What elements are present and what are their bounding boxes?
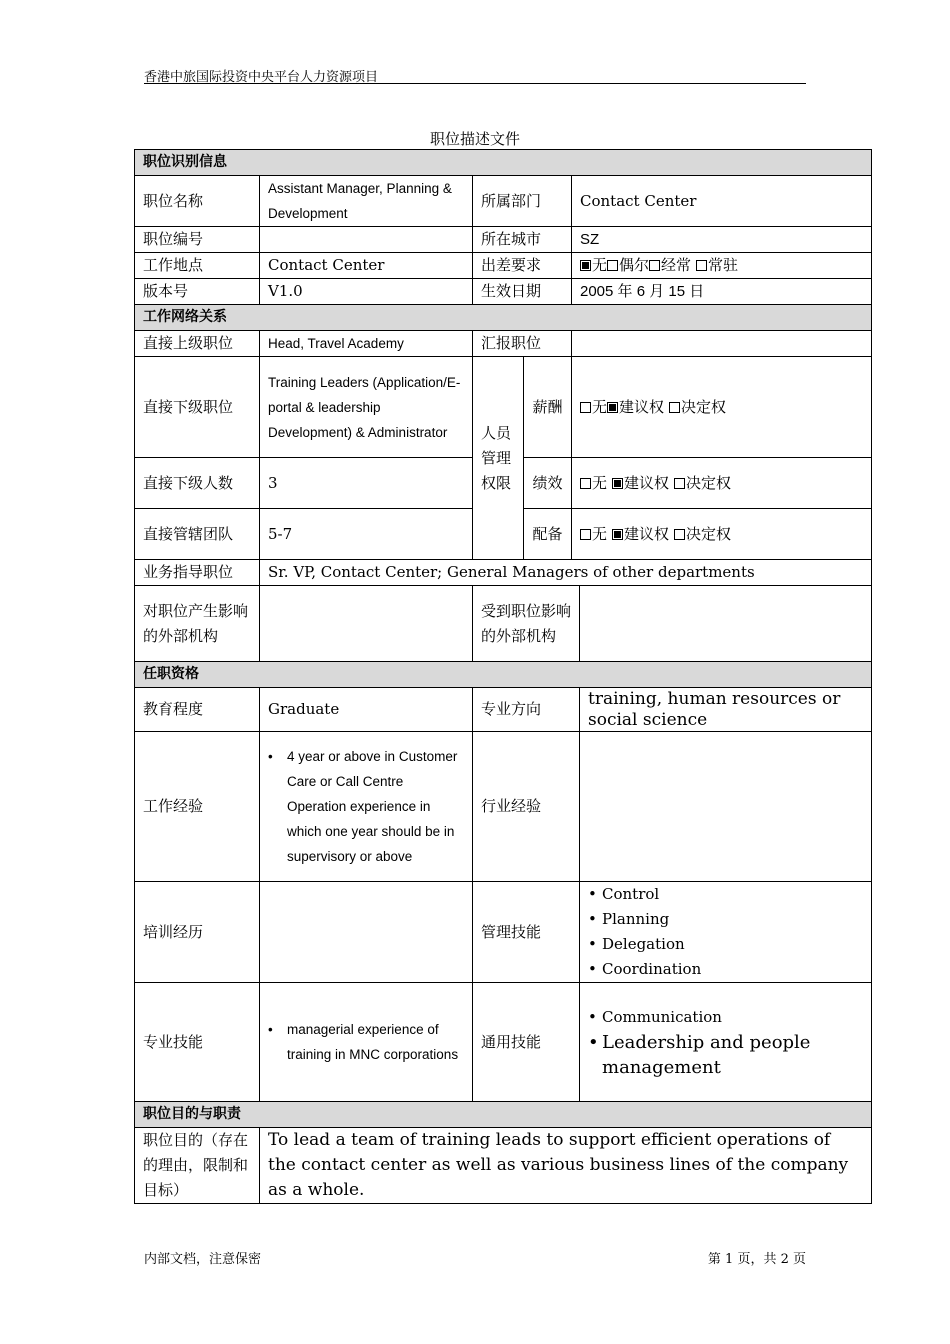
industry-value — [580, 732, 872, 882]
document-title: 职位描述文件 — [429, 130, 520, 148]
footer-confidential: 内部文档，注意保密 — [144, 1252, 262, 1267]
checkbox-option[interactable] — [580, 256, 607, 274]
checkbox-option[interactable] — [649, 256, 691, 274]
performance-label: 绩效 — [524, 458, 572, 509]
superior-label: 直接上级职位 — [135, 331, 260, 357]
unchecked-box-icon[interactable] — [580, 529, 591, 540]
mgmt-skills-label: 管理技能 — [473, 882, 580, 983]
mgmt-authority-label: 人员管理权限 — [473, 357, 524, 560]
version-value: V1.0 — [260, 279, 473, 305]
checkbox-label: 无 — [592, 473, 608, 492]
running-header: 香港中旅国际投资中央平台人力资源项目 — [144, 70, 379, 85]
checkbox-label: 无 — [592, 524, 608, 543]
general-skills-list — [588, 1005, 863, 1080]
checkbox-label: 无 — [592, 256, 608, 274]
checked-box-icon[interactable] — [612, 478, 623, 489]
list-item: • Control — [588, 882, 863, 907]
location-value: Contact Center — [260, 253, 473, 279]
pro-skills-value — [260, 983, 473, 1102]
experience-label: 工作经验 — [135, 732, 260, 882]
team-label: 直接管辖团队 — [135, 509, 260, 560]
checkbox-label: 常驻 — [708, 256, 739, 274]
general-skills-value — [580, 983, 872, 1102]
list-item: • Delegation — [588, 932, 863, 957]
checkbox-label: 经常 — [661, 256, 692, 274]
job-description-table — [134, 149, 872, 1204]
checkbox-option[interactable] — [612, 525, 669, 543]
checkbox-option[interactable] — [580, 474, 607, 492]
section-network: 工作网络关系 — [135, 305, 872, 331]
travel-checkbox-group — [580, 256, 738, 274]
education-value: Graduate — [260, 688, 473, 732]
purpose-text: To lead a team of training leads to support efficient operations of the contact center as well as various business lines of the company as a whole. — [260, 1128, 872, 1204]
staffing-checkbox-group — [580, 525, 731, 543]
checkbox-option[interactable] — [607, 398, 664, 416]
ext-affected-value — [580, 586, 872, 662]
position-name-label: 职位名称 — [135, 176, 260, 227]
version-label: 版本号 — [135, 279, 260, 305]
experience-list — [268, 744, 464, 869]
major-value: training, human resources or social science — [580, 688, 872, 732]
checked-box-icon[interactable] — [580, 260, 591, 271]
section-purpose: 职位目的与职责 — [135, 1102, 872, 1128]
list-item: • Coordination — [588, 957, 863, 982]
subordinate-value: Training Leaders (Application/E-portal & leadership Development) & Administrator — [260, 357, 473, 458]
checkbox-option[interactable] — [696, 256, 738, 274]
major-label: 专业方向 — [473, 688, 580, 732]
performance-authority — [572, 458, 872, 509]
checkbox-label: 决定权 — [686, 524, 732, 543]
position-code-value — [260, 227, 473, 253]
report-value — [572, 331, 872, 357]
unchecked-box-icon[interactable] — [696, 260, 707, 271]
checkbox-option[interactable] — [580, 525, 607, 543]
unchecked-box-icon[interactable] — [580, 478, 591, 489]
checkbox-option[interactable] — [612, 474, 669, 492]
unchecked-box-icon[interactable] — [649, 260, 660, 271]
checkbox-label: 偶尔 — [619, 256, 650, 274]
checked-box-icon[interactable] — [612, 529, 623, 540]
education-label: 教育程度 — [135, 688, 260, 732]
header-rule — [144, 83, 806, 84]
staffing-authority — [572, 509, 872, 560]
unchecked-box-icon[interactable] — [674, 478, 685, 489]
travel-label: 出差要求 — [473, 253, 572, 279]
checkbox-label: 建议权 — [624, 524, 670, 543]
guidance-label: 业务指导职位 — [135, 560, 260, 586]
ext-influence-value — [260, 586, 473, 662]
staffing-label: 配备 — [524, 509, 572, 560]
subordinate-count-value: 3 — [260, 458, 473, 509]
footer-page-number: 第 1 页，共 2 页 — [707, 1252, 806, 1267]
subordinate-count-label: 直接下级人数 — [135, 458, 260, 509]
checkbox-option[interactable] — [607, 256, 649, 274]
effective-date-label: 生效日期 — [473, 279, 572, 305]
performance-checkbox-group — [580, 474, 731, 492]
ext-affected-label: 受到职位影响的外部机构 — [473, 586, 580, 662]
experience-value — [260, 732, 473, 882]
list-item: • Planning — [588, 907, 863, 932]
salary-label: 薪酬 — [524, 357, 572, 458]
unchecked-box-icon[interactable] — [674, 529, 685, 540]
unchecked-box-icon[interactable] — [580, 402, 591, 413]
subordinate-label: 直接下级职位 — [135, 357, 260, 458]
general-skills-label: 通用技能 — [473, 983, 580, 1102]
location-label: 工作地点 — [135, 253, 260, 279]
salary-checkbox-group — [580, 398, 726, 416]
department-label: 所属部门 — [473, 176, 572, 227]
position-name-value: Assistant Manager, Planning & Development — [260, 176, 473, 227]
list-item: • managerial experience of training in MNC corporations — [268, 1017, 464, 1067]
checkbox-label: 决定权 — [681, 397, 727, 416]
city-value: SZ — [572, 227, 872, 253]
ext-influence-label: 对职位产生影响的外部机构 — [135, 586, 260, 662]
checkbox-option[interactable] — [580, 398, 607, 416]
guidance-value: Sr. VP, Contact Center; General Managers of other departments — [260, 560, 872, 586]
checkbox-label: 建议权 — [619, 397, 665, 416]
checkbox-option[interactable] — [674, 474, 731, 492]
salary-authority — [572, 357, 872, 458]
department-value: Contact Center — [572, 176, 872, 227]
industry-label: 行业经验 — [473, 732, 580, 882]
checked-box-icon[interactable] — [607, 402, 618, 413]
training-label: 培训经历 — [135, 882, 260, 983]
checkbox-label: 无 — [592, 397, 608, 416]
city-label: 所在城市 — [473, 227, 572, 253]
list-item: • 4 year or above in Customer Care or Call Centre Operation experience in which one year should be in supervisory or above — [268, 744, 464, 869]
unchecked-box-icon[interactable] — [669, 402, 680, 413]
effective-date-value: 2005 年 6 月 15 日 — [572, 279, 872, 305]
pro-skills-list — [268, 1017, 464, 1067]
pro-skills-label: 专业技能 — [135, 983, 260, 1102]
mgmt-skills-list — [588, 882, 863, 982]
section-identification: 职位识别信息 — [135, 150, 872, 176]
training-value — [260, 882, 473, 983]
list-item: • Leadership and people management — [588, 1030, 863, 1080]
section-qualification: 任职资格 — [135, 662, 872, 688]
checkbox-label: 建议权 — [624, 473, 670, 492]
purpose-label: 职位目的（存在的理由，限制和目标） — [135, 1128, 260, 1204]
list-item: • Communication — [588, 1005, 863, 1030]
travel-options — [572, 253, 872, 279]
report-label: 汇报职位 — [473, 331, 572, 357]
checkbox-option[interactable] — [674, 525, 731, 543]
mgmt-skills-value — [580, 882, 872, 983]
superior-value: Head, Travel Academy — [260, 331, 473, 357]
unchecked-box-icon[interactable] — [607, 260, 618, 271]
checkbox-option[interactable] — [669, 398, 726, 416]
checkbox-label: 决定权 — [686, 473, 732, 492]
position-code-label: 职位编号 — [135, 227, 260, 253]
team-value: 5-7 — [260, 509, 473, 560]
